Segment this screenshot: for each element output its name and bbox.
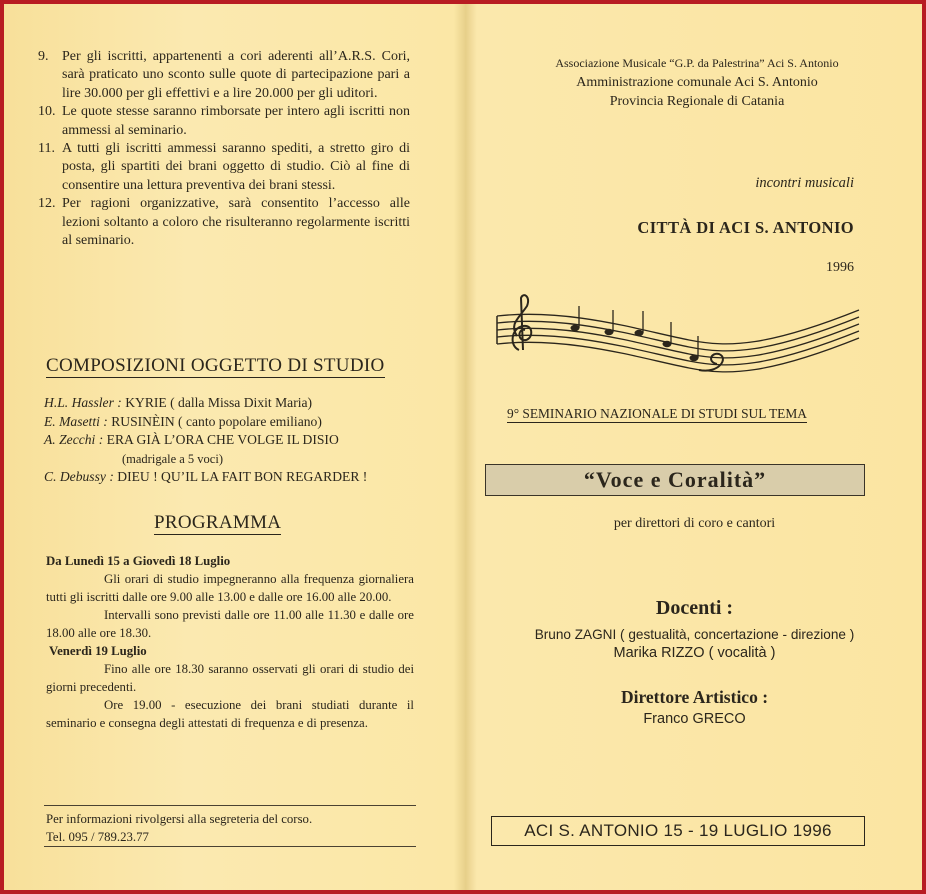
compositions-title: COMPOSIZIONI OGGETTO DI STUDIO	[46, 355, 385, 376]
rule-item: 10. Le quote stesse saranno rimborsate per intero agli iscritti non ammessi al seminario.	[38, 104, 410, 138]
footer-divider-top	[44, 805, 416, 806]
programme-period: Da Lunedì 15 a Giovedì 18 Luglio	[46, 554, 231, 568]
teachers-title: Docenti :	[655, 597, 734, 619]
year-label: 1996	[826, 260, 854, 275]
city-title: CITTÀ DI ACI S. ANTONIO	[637, 218, 854, 237]
composition-row: E. Masetti : RUSINÈIN ( canto popolare emiliano)	[44, 413, 322, 429]
footer-divider-bottom	[44, 846, 416, 847]
phone-number: Tel. 095 / 789.23.77	[46, 830, 149, 844]
teacher-entry: Bruno ZAGNI ( gestualità, concertazione - direzione )	[534, 627, 855, 642]
programme-period: Venerdì 19 Luglio	[49, 644, 147, 658]
dates-banner: ACI S. ANTONIO 15 - 19 LUGLIO 1996	[491, 816, 865, 846]
info-text: Per informazioni rivolgersi alla segreteria del corso.	[46, 812, 313, 826]
composition-row: C. Debussy : DIEU ! QU’IL LA FAIT BON REGARDER !	[44, 469, 368, 485]
programme-paragraph: Fino alle ore 18.30 saranno osservati gli orari di studio dei giorni precedenti.	[46, 662, 414, 694]
organizer-line: Amministrazione comunale Aci S. Antonio	[576, 75, 818, 90]
rules-list	[38, 48, 410, 250]
series-label: incontri musicali	[755, 175, 854, 191]
composition-note: (madrigale a 5 voci)	[122, 451, 223, 466]
rule-item: 12. Per ragioni organizzative, sarà consentito l’accesso alle lezioni soltanto a coloro che risulteranno regolarmente iscritti al seminario.	[38, 196, 410, 249]
audience-text: per direttori di coro e cantori	[613, 516, 776, 531]
seminar-heading: 9° SEMINARIO NAZIONALE DI STUDI SUL TEMA	[507, 406, 807, 421]
organizer-line: Provincia Regionale di Catania	[609, 94, 785, 109]
brochure-sheet	[4, 4, 922, 890]
programme-paragraph: Ore 19.00 - esecuzione dei brani studiati durante il seminario e consegna degli attestati di frequenza e di presenza.	[46, 698, 414, 730]
composition-row: H.L. Hassler : KYRIE ( dalla Missa Dixit Maria)	[44, 395, 313, 410]
compositions-list	[44, 394, 424, 487]
organizers	[487, 54, 907, 111]
left-panel	[4, 4, 464, 890]
programme-body	[46, 552, 414, 732]
rule-item: 11. A tutti gli iscritti ammessi saranno spediti, a stretto giro di posta, gli spartiti dei brani oggetto di studio. Ciò al fine di consentire una lettura preventiva dei brani stessi.	[38, 141, 410, 193]
teacher-entry: Marika RIZZO ( vocalità )	[613, 645, 776, 661]
info-footer	[46, 810, 312, 846]
programme-paragraph: Intervalli sono previsti dalle ore 11.00 alle 11.30 e dalle ore 18.00 alle ore 18.30.	[46, 608, 414, 640]
organizer-line: Associazione Musicale “G.P. da Palestrina” Aci S. Antonio	[555, 56, 839, 70]
programme-title: PROGRAMMA	[154, 512, 282, 533]
composition-row: A. Zecchi : ERA GIÀ L’ORA CHE VOLGE IL DISIO	[44, 432, 339, 448]
right-panel	[467, 4, 922, 890]
programme-paragraph: Gli orari di studio impegneranno alla frequenza giornaliera tutti gli iscritti dalle ore 9.00 alle 13.00 e dalle ore 16.00 alle 20.00.	[46, 572, 414, 604]
director-title: Direttore Artistico :	[620, 687, 769, 707]
director-name: Franco GRECO	[643, 711, 746, 727]
music-staff-illustration	[489, 288, 889, 388]
theme-title: “Voce e Coralità”	[485, 464, 865, 496]
rule-item: 9. Per gli iscritti, appartenenti a cori aderenti all’A.R.S. Cori, sarà praticato uno sconto sulle quote di partecipazione pari a lire 30.000 per gli effettivi e a lire 20.000 per gli uditori.	[38, 49, 410, 101]
